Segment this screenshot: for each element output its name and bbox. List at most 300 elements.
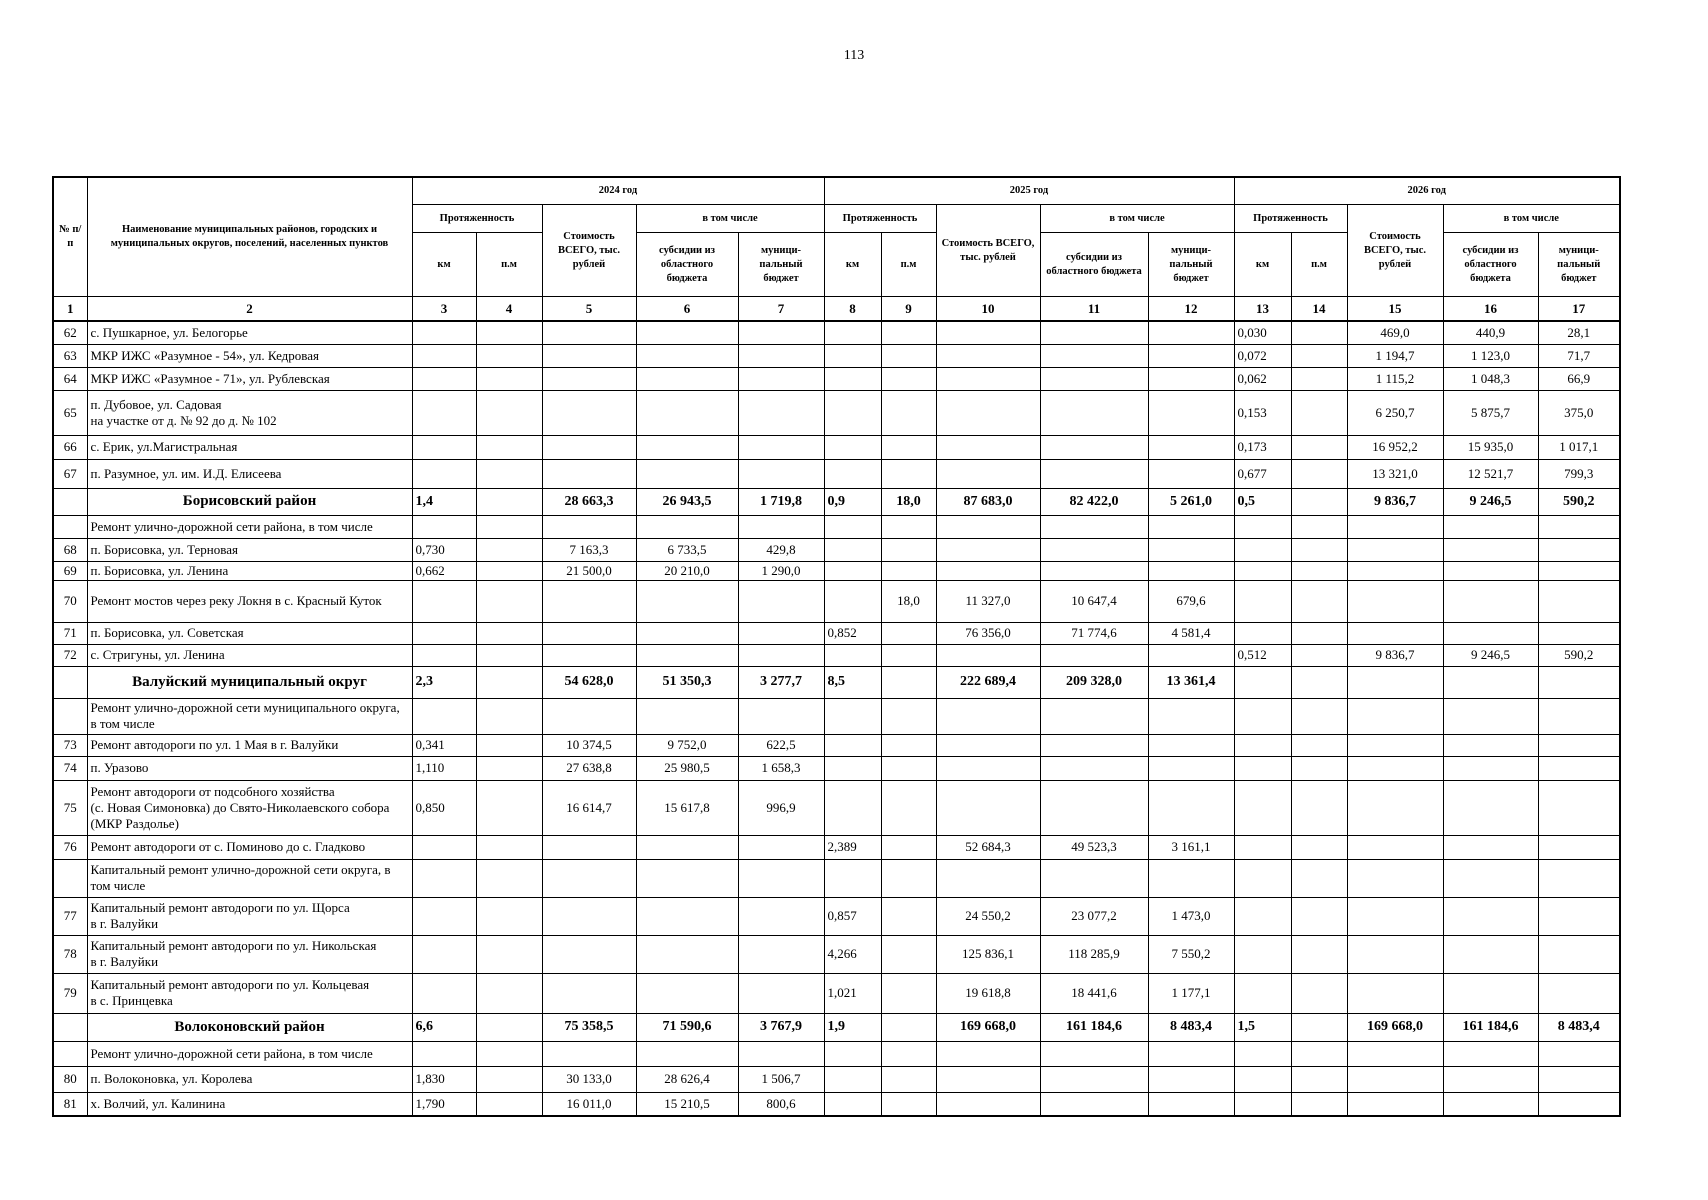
column-number: 14 <box>1291 297 1347 322</box>
table-row <box>53 935 1620 973</box>
table-cell <box>738 367 824 390</box>
row-number: 81 <box>53 1092 87 1116</box>
table-cell <box>881 644 936 666</box>
object-name: п. Борисовка, ул. Ленина <box>87 561 412 580</box>
table-cell <box>476 1092 542 1116</box>
table-cell <box>476 666 542 698</box>
table-cell: 13 361,4 <box>1148 666 1234 698</box>
table-cell <box>476 897 542 935</box>
table-cell <box>1443 780 1538 835</box>
table-cell <box>1148 561 1234 580</box>
table-cell: 76 356,0 <box>936 622 1040 644</box>
header-year-2024: 2024 год <box>412 177 824 205</box>
table-cell <box>636 644 738 666</box>
table-cell: 800,6 <box>738 1092 824 1116</box>
table-cell <box>542 515 636 538</box>
table-cell: 18,0 <box>881 488 936 515</box>
table-cell <box>1148 1092 1234 1116</box>
table-row <box>53 1066 1620 1092</box>
row-number: 73 <box>53 734 87 756</box>
table-cell <box>1148 756 1234 780</box>
table-cell <box>1148 780 1234 835</box>
table-cell: 125 836,1 <box>936 935 1040 973</box>
table-cell: 6,6 <box>412 1013 476 1041</box>
column-number: 16 <box>1443 297 1538 322</box>
table-cell <box>824 580 881 622</box>
table-cell <box>636 698 738 734</box>
table-cell: 15 935,0 <box>1443 435 1538 459</box>
table-cell <box>412 390 476 435</box>
table-cell <box>824 459 881 488</box>
object-name: Капитальный ремонт автодороги по ул. Никольская в г. Валуйки <box>87 935 412 973</box>
table-cell <box>1538 515 1620 538</box>
table-cell <box>476 561 542 580</box>
row-number: 62 <box>53 321 87 344</box>
table-cell: 440,9 <box>1443 321 1538 344</box>
table-cell <box>738 622 824 644</box>
table-row <box>53 435 1620 459</box>
table-row <box>53 835 1620 859</box>
header-cost-2025: Стоимость ВСЕГО, тыс. рублей <box>936 205 1040 297</box>
table-cell <box>476 1066 542 1092</box>
row-number <box>53 488 87 515</box>
header-length-2026: Протяженность <box>1234 205 1347 233</box>
table-cell: 0,153 <box>1234 390 1291 435</box>
table-row <box>53 580 1620 622</box>
table-cell <box>1538 538 1620 561</box>
table-cell <box>881 435 936 459</box>
table-cell <box>1234 515 1291 538</box>
table-cell <box>1538 780 1620 835</box>
table-cell: 996,9 <box>738 780 824 835</box>
page-number: 113 <box>843 48 865 63</box>
table-cell: 1 048,3 <box>1443 367 1538 390</box>
row-number <box>53 1013 87 1041</box>
table-cell <box>1040 561 1148 580</box>
table-cell: 30 133,0 <box>542 1066 636 1092</box>
table-cell <box>1347 780 1443 835</box>
row-number: 71 <box>53 622 87 644</box>
object-name: МКР ИЖС «Разумное - 54», ул. Кедровая <box>87 344 412 367</box>
column-number: 15 <box>1347 297 1443 322</box>
table-cell: 8 483,4 <box>1148 1013 1234 1041</box>
table-cell <box>824 515 881 538</box>
object-name: Ремонт мостов через реку Локня в с. Красный Куток <box>87 580 412 622</box>
column-number: 3 <box>412 297 476 322</box>
table-cell <box>824 435 881 459</box>
table-cell: 1 506,7 <box>738 1066 824 1092</box>
table-cell <box>1291 644 1347 666</box>
table-cell <box>1040 698 1148 734</box>
object-name: п. Борисовка, ул. Советская <box>87 622 412 644</box>
table-cell <box>824 321 881 344</box>
table-cell <box>1291 367 1347 390</box>
table-row <box>53 622 1620 644</box>
table-cell: 49 523,3 <box>1040 835 1148 859</box>
header-incl-2025: в том числе <box>1040 205 1234 233</box>
table-cell <box>1291 321 1347 344</box>
table-cell <box>542 321 636 344</box>
table-cell: 11 327,0 <box>936 580 1040 622</box>
table-cell <box>881 666 936 698</box>
table-cell <box>1291 622 1347 644</box>
object-name: п. Уразово <box>87 756 412 780</box>
table-cell <box>1234 622 1291 644</box>
table-cell <box>412 459 476 488</box>
table-cell <box>542 1041 636 1066</box>
table-cell: 469,0 <box>1347 321 1443 344</box>
table-cell: 209 328,0 <box>1040 666 1148 698</box>
table-cell <box>738 580 824 622</box>
table-cell: 9 836,7 <box>1347 488 1443 515</box>
table-cell <box>636 515 738 538</box>
table-cell: 27 638,8 <box>542 756 636 780</box>
table-cell <box>1347 973 1443 1013</box>
table-cell <box>1040 734 1148 756</box>
table-cell <box>824 367 881 390</box>
table-cell <box>1538 734 1620 756</box>
table-cell <box>542 435 636 459</box>
table-cell <box>824 698 881 734</box>
table-cell <box>881 459 936 488</box>
table-cell: 2,389 <box>824 835 881 859</box>
table-cell <box>476 538 542 561</box>
table-cell: 799,3 <box>1538 459 1620 488</box>
table-cell <box>936 698 1040 734</box>
object-name: Капитальный ремонт улично-дорожной сети округа, в том числе <box>87 859 412 897</box>
table-row <box>53 644 1620 666</box>
table-cell <box>542 973 636 1013</box>
row-number: 66 <box>53 435 87 459</box>
section-row <box>53 859 1620 897</box>
table-cell <box>881 935 936 973</box>
table-cell: 71 774,6 <box>1040 622 1148 644</box>
table-cell <box>1347 698 1443 734</box>
table-cell <box>881 897 936 935</box>
table-cell <box>1291 488 1347 515</box>
table-cell <box>1234 859 1291 897</box>
table-cell <box>1148 367 1234 390</box>
table-cell: 13 321,0 <box>1347 459 1443 488</box>
table-cell: 1 115,2 <box>1347 367 1443 390</box>
table-cell <box>824 756 881 780</box>
table-cell <box>824 644 881 666</box>
table-cell <box>738 644 824 666</box>
table-cell <box>412 435 476 459</box>
table-cell <box>881 538 936 561</box>
table-cell: 6 250,7 <box>1347 390 1443 435</box>
table-cell <box>824 859 881 897</box>
table-cell <box>1347 1092 1443 1116</box>
table-cell <box>1040 344 1148 367</box>
table-cell <box>1347 935 1443 973</box>
row-number: 78 <box>53 935 87 973</box>
table-cell <box>936 859 1040 897</box>
table-cell: 590,2 <box>1538 488 1620 515</box>
table-cell <box>824 390 881 435</box>
table-cell <box>476 488 542 515</box>
table-cell <box>738 973 824 1013</box>
table-cell: 0,850 <box>412 780 476 835</box>
row-number: 79 <box>53 973 87 1013</box>
table-cell: 9 752,0 <box>636 734 738 756</box>
table-cell <box>1291 390 1347 435</box>
table-cell <box>1291 973 1347 1013</box>
table-cell <box>1291 1092 1347 1116</box>
table-cell <box>636 344 738 367</box>
table-cell <box>881 515 936 538</box>
table-cell: 24 550,2 <box>936 897 1040 935</box>
table-cell <box>738 897 824 935</box>
table-cell <box>1234 734 1291 756</box>
table-cell <box>1538 835 1620 859</box>
object-name: МКР ИЖС «Разумное - 71», ул. Рублевская <box>87 367 412 390</box>
table-cell <box>1538 935 1620 973</box>
table-cell <box>476 435 542 459</box>
table-row <box>53 780 1620 835</box>
table-cell: 0,030 <box>1234 321 1291 344</box>
table-cell <box>881 367 936 390</box>
table-cell: 71 590,6 <box>636 1013 738 1041</box>
table-cell <box>412 897 476 935</box>
table-cell <box>824 734 881 756</box>
table-cell <box>1291 897 1347 935</box>
header-km-2024: км <box>412 233 476 297</box>
table-cell <box>1291 435 1347 459</box>
table-cell: 0,730 <box>412 538 476 561</box>
table-cell <box>936 435 1040 459</box>
table-cell <box>1234 973 1291 1013</box>
table-cell <box>636 897 738 935</box>
table-cell <box>476 515 542 538</box>
table-cell <box>476 859 542 897</box>
table-cell <box>1148 344 1234 367</box>
table-cell <box>1443 666 1538 698</box>
table-cell <box>1347 580 1443 622</box>
table-cell: 25 980,5 <box>636 756 738 780</box>
table-cell: 8 483,4 <box>1538 1013 1620 1041</box>
table-cell: 15 617,8 <box>636 780 738 835</box>
table-cell: 19 618,8 <box>936 973 1040 1013</box>
table-cell <box>881 1041 936 1066</box>
group-row <box>53 488 1620 515</box>
table-cell <box>881 1013 936 1041</box>
table-cell <box>1291 835 1347 859</box>
table-row <box>53 1092 1620 1116</box>
table-cell <box>881 321 936 344</box>
table-cell <box>1291 344 1347 367</box>
header-length-2024: Протяженность <box>412 205 542 233</box>
table-cell: 16 011,0 <box>542 1092 636 1116</box>
table-cell: 0,677 <box>1234 459 1291 488</box>
table-cell: 28 626,4 <box>636 1066 738 1092</box>
table-cell: 10 374,5 <box>542 734 636 756</box>
table-cell: 66,9 <box>1538 367 1620 390</box>
table-cell <box>1538 1092 1620 1116</box>
table-cell: 1 123,0 <box>1443 344 1538 367</box>
table-cell <box>1234 580 1291 622</box>
table-cell: 0,512 <box>1234 644 1291 666</box>
table-cell <box>1291 561 1347 580</box>
table-cell: 10 647,4 <box>1040 580 1148 622</box>
table-cell: 82 422,0 <box>1040 488 1148 515</box>
table-cell <box>1347 515 1443 538</box>
table-cell <box>1443 897 1538 935</box>
district-name: Волоконовский район <box>87 1013 412 1041</box>
table-cell: 28 663,3 <box>542 488 636 515</box>
object-name: Ремонт автодороги по ул. 1 Мая в г. Валуйки <box>87 734 412 756</box>
table-cell <box>412 321 476 344</box>
table-cell <box>936 459 1040 488</box>
table-cell <box>476 935 542 973</box>
table-cell: 0,9 <box>824 488 881 515</box>
table-cell <box>636 321 738 344</box>
header-municipal-2025: муници-пальный бюджет <box>1148 233 1234 297</box>
table-cell: 0,852 <box>824 622 881 644</box>
object-name: Капитальный ремонт автодороги по ул. Кольцевая в с. Принцевка <box>87 973 412 1013</box>
table-cell: 20 210,0 <box>636 561 738 580</box>
table-cell <box>824 1092 881 1116</box>
table-cell <box>881 835 936 859</box>
table-cell: 3 277,7 <box>738 666 824 698</box>
table-cell <box>738 859 824 897</box>
table-cell: 9 246,5 <box>1443 644 1538 666</box>
object-name: Капитальный ремонт автодороги по ул. Щорса в г. Валуйки <box>87 897 412 935</box>
table-cell: 4 581,4 <box>1148 622 1234 644</box>
header-municipal-2026: муници-пальный бюджет <box>1538 233 1620 297</box>
table-cell: 0,072 <box>1234 344 1291 367</box>
table-cell <box>636 973 738 1013</box>
table-cell <box>824 1041 881 1066</box>
table-cell: 1 658,3 <box>738 756 824 780</box>
table-cell <box>412 367 476 390</box>
column-number: 10 <box>936 297 1040 322</box>
table-cell <box>476 622 542 644</box>
table-cell <box>1148 734 1234 756</box>
table-cell <box>1040 1041 1148 1066</box>
table-cell <box>542 390 636 435</box>
table-cell <box>1347 756 1443 780</box>
table-cell: 0,662 <box>412 561 476 580</box>
table-cell <box>412 515 476 538</box>
header-cost-2024: Стоимость ВСЕГО, тыс. рублей <box>542 205 636 297</box>
table-cell <box>1234 1092 1291 1116</box>
table-cell <box>412 1041 476 1066</box>
table-cell: 3 767,9 <box>738 1013 824 1041</box>
table-cell: 429,8 <box>738 538 824 561</box>
table-cell <box>476 1013 542 1041</box>
table-cell: 7 163,3 <box>542 538 636 561</box>
table-cell <box>1040 1092 1148 1116</box>
header-subsidy-2026: субсидии из областного бюджета <box>1443 233 1538 297</box>
table-cell <box>542 859 636 897</box>
table-cell <box>476 1041 542 1066</box>
table-cell <box>1538 1041 1620 1066</box>
table-cell: 0,5 <box>1234 488 1291 515</box>
table-cell: 222 689,4 <box>936 666 1040 698</box>
table-cell <box>936 561 1040 580</box>
table-cell: 12 521,7 <box>1443 459 1538 488</box>
table-cell <box>936 538 1040 561</box>
header-subsidy-2025: субсидии из областного бюджета <box>1040 233 1148 297</box>
table-cell <box>1040 780 1148 835</box>
table-cell <box>738 321 824 344</box>
table-cell: 8,5 <box>824 666 881 698</box>
table-cell <box>738 344 824 367</box>
table-cell <box>1148 698 1234 734</box>
table-cell <box>476 459 542 488</box>
table-cell <box>1347 897 1443 935</box>
header-pm-2025: п.м <box>881 233 936 297</box>
table-cell <box>1040 859 1148 897</box>
row-number <box>53 859 87 897</box>
table-cell <box>1148 644 1234 666</box>
row-number: 63 <box>53 344 87 367</box>
table-cell: 87 683,0 <box>936 488 1040 515</box>
table-cell: 4,266 <box>824 935 881 973</box>
table-cell <box>542 698 636 734</box>
table-cell <box>1040 321 1148 344</box>
object-name: Ремонт автодороги от подсобного хозяйства (с. Новая Симоновка) до Свято-Николаевского собора (МКР Раздолье) <box>87 780 412 835</box>
table-cell <box>1291 580 1347 622</box>
table-cell <box>738 698 824 734</box>
table-cell <box>1040 538 1148 561</box>
table-cell <box>476 644 542 666</box>
table-cell <box>1347 835 1443 859</box>
table-cell <box>1148 1041 1234 1066</box>
header-pm-2026: п.м <box>1291 233 1347 297</box>
table-cell <box>738 935 824 973</box>
table-cell <box>1234 897 1291 935</box>
table-cell: 26 943,5 <box>636 488 738 515</box>
table-cell: 169 668,0 <box>936 1013 1040 1041</box>
section-row <box>53 1041 1620 1066</box>
table-cell <box>1443 1041 1538 1066</box>
table-cell <box>476 734 542 756</box>
table-cell <box>824 1066 881 1092</box>
row-number: 69 <box>53 561 87 580</box>
table-cell <box>1347 1066 1443 1092</box>
table-cell <box>881 1066 936 1092</box>
table-cell <box>881 734 936 756</box>
column-number: 7 <box>738 297 824 322</box>
table-cell <box>1443 561 1538 580</box>
column-number: 12 <box>1148 297 1234 322</box>
table-cell <box>476 367 542 390</box>
table-cell <box>824 344 881 367</box>
table-cell <box>1291 734 1347 756</box>
table-cell: 1,021 <box>824 973 881 1013</box>
table-cell <box>636 390 738 435</box>
table-cell <box>881 344 936 367</box>
table-cell <box>1291 1041 1347 1066</box>
row-number: 68 <box>53 538 87 561</box>
header-length-2025: Протяженность <box>824 205 936 233</box>
table-cell <box>636 835 738 859</box>
table-cell <box>1234 1066 1291 1092</box>
table-cell <box>542 622 636 644</box>
table-cell <box>936 344 1040 367</box>
table-cell <box>412 835 476 859</box>
row-number: 70 <box>53 580 87 622</box>
table-cell <box>1040 515 1148 538</box>
row-number: 77 <box>53 897 87 935</box>
table-cell <box>1443 1066 1538 1092</box>
table-cell <box>1443 835 1538 859</box>
table-cell <box>1538 756 1620 780</box>
table-cell <box>1538 1066 1620 1092</box>
table-cell <box>1291 666 1347 698</box>
